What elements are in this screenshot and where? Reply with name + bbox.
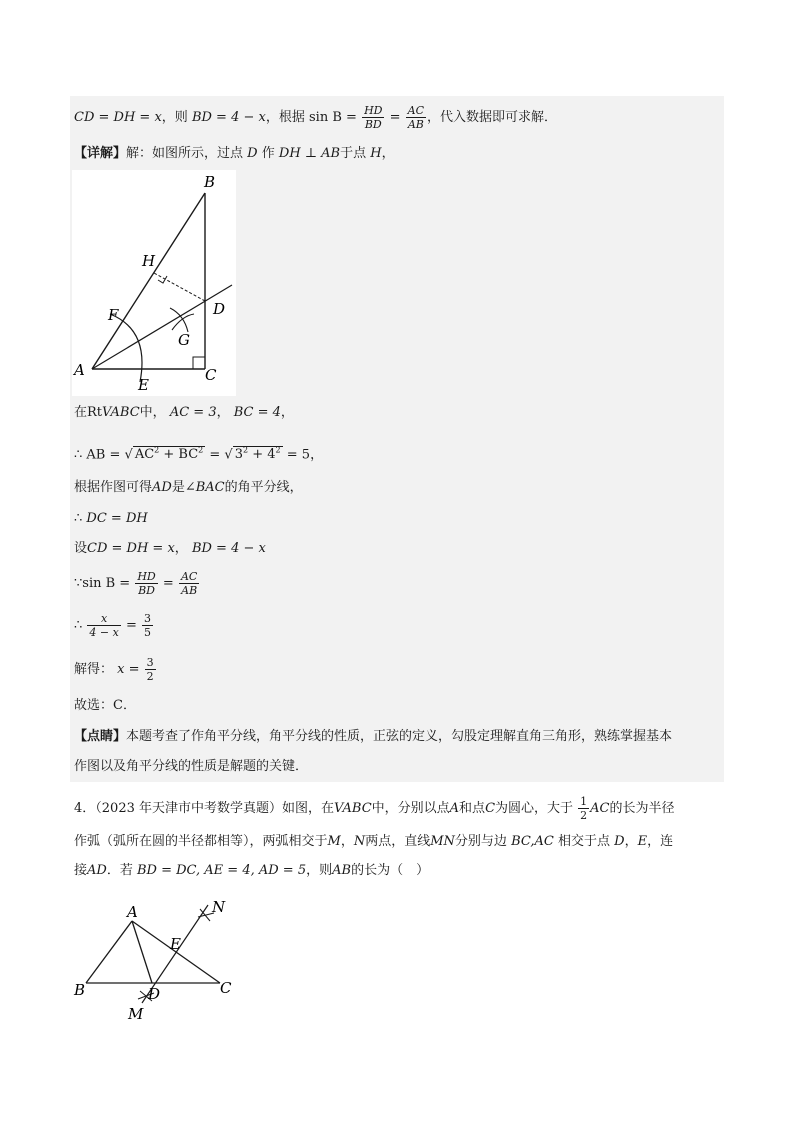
solve-prefix: 解得： bbox=[74, 662, 114, 677]
q4-l2-b: 两点，直线 bbox=[365, 834, 431, 849]
answer-line: 故选：C． bbox=[74, 698, 136, 713]
intro-text3: ，代入数据即可求解． bbox=[427, 110, 558, 125]
because-frac-ac-ab: $\frac{AC}{AB}$ bbox=[180, 570, 198, 597]
rt-text: Rt bbox=[87, 405, 103, 420]
rt-end: ， bbox=[280, 405, 294, 420]
rt-mid: 中， bbox=[139, 405, 166, 420]
intro-text1: ，则 bbox=[161, 110, 188, 125]
label-b: B bbox=[204, 173, 216, 191]
q4-label-a: A bbox=[127, 903, 138, 921]
q4-l1-d: 为圆心，大于 bbox=[495, 801, 574, 816]
q4-point-c: C bbox=[485, 801, 496, 816]
because-frac-hd-bd: $\frac{HD}{BD}$ bbox=[137, 570, 156, 597]
dc-line bbox=[74, 509, 148, 529]
q4-l3-c: ，则 bbox=[306, 863, 333, 878]
q4-point-a: A bbox=[449, 801, 460, 816]
detail-point-h: H bbox=[370, 146, 382, 161]
q4-bc-ac: BC,AC bbox=[511, 834, 554, 849]
rt-triangle: VABC bbox=[102, 405, 140, 420]
q4-l2-a: 作弧（弧所在圆的半径都相等），两弧相交于 bbox=[74, 834, 328, 849]
label-c: C bbox=[205, 366, 217, 384]
q4-l2-e: ，连 bbox=[647, 834, 674, 849]
intro-eq-sign: = bbox=[389, 110, 401, 125]
comment-line-2: 作图以及角平分线的性质是解题的关键． bbox=[74, 759, 309, 774]
rt-sep: ， bbox=[216, 405, 230, 420]
bisector-end: 的角平分线， bbox=[224, 480, 303, 495]
q4-label-b: B bbox=[74, 981, 86, 999]
q4-l2-d: 相交于点 bbox=[557, 834, 610, 849]
ratio-frac-right: $\frac{3}{5}$ bbox=[144, 612, 152, 639]
bisector-prefix: 根据作图可得 bbox=[74, 480, 153, 495]
set-line bbox=[74, 539, 266, 559]
detail-text2: 作 bbox=[261, 146, 275, 161]
figure-1-triangle bbox=[72, 170, 236, 396]
comment-text-1: 本题考查了作角平分线，角平分线的性质，正弦的定义，勾股定理解直角三角形，熟练掌握基本 bbox=[126, 729, 673, 744]
ab-eq: = bbox=[205, 447, 221, 463]
q4-label-e: E bbox=[170, 935, 181, 953]
intro-eq1: CD = DH = x bbox=[74, 110, 162, 125]
comment-label: 【点睛】 bbox=[74, 729, 127, 744]
set-sep: ， bbox=[174, 541, 188, 556]
q4-l2-c: 分别与边 bbox=[454, 834, 507, 849]
because-eq: = bbox=[162, 576, 174, 591]
sqrt-1: $AC^2 + BC^2$ bbox=[134, 446, 204, 463]
intro-sin: sin B = bbox=[309, 110, 357, 125]
ratio-eq: = bbox=[125, 618, 137, 633]
detail-text3: 于点 bbox=[340, 146, 367, 161]
intro-text2: ，根据 bbox=[265, 110, 305, 125]
q4-condition: BD = DC, AE = 4, AD = 5 bbox=[136, 863, 307, 878]
q4-label-n: N bbox=[212, 898, 226, 916]
sqrt-2: $3^2 + 4^2$ bbox=[234, 446, 281, 463]
therefore-2: ∴ bbox=[74, 511, 83, 526]
figure-2-triangle bbox=[70, 895, 250, 1025]
therefore-3: ∴ bbox=[74, 618, 83, 633]
q4-tri: VABC bbox=[334, 801, 372, 816]
rt-prefix: 在 bbox=[74, 405, 88, 420]
q4-l2-sep: ， bbox=[340, 834, 354, 849]
bisector-ad: AD bbox=[152, 480, 172, 495]
q4-l3-a: 接 bbox=[74, 863, 88, 878]
q4-half: $\frac{1}{2}$ bbox=[580, 795, 588, 822]
q4-ab: AB bbox=[332, 863, 352, 878]
intro-eq2: BD = 4 − x bbox=[191, 110, 266, 125]
q4-point-d: D bbox=[614, 834, 625, 849]
detail-end: ， bbox=[381, 146, 395, 161]
ab-lhs: AB = bbox=[86, 447, 121, 463]
detail-text: 解：如图所示，过点 bbox=[126, 146, 244, 161]
bisector-mid: 是 bbox=[171, 480, 185, 495]
q4-ad: AD bbox=[87, 863, 107, 878]
q4-point-e: E bbox=[637, 834, 648, 849]
detail-label: 【详解】 bbox=[74, 146, 127, 161]
q4-ac: AC bbox=[590, 801, 610, 816]
q4-segment-ad bbox=[132, 921, 152, 983]
q4-line-1 bbox=[74, 795, 675, 822]
bisector-line bbox=[74, 478, 303, 498]
q4-l3-d: 的长为（ ） bbox=[351, 863, 430, 878]
ab-result: = 5 bbox=[282, 447, 311, 463]
therefore-1: ∴ bbox=[74, 447, 83, 463]
solve-line bbox=[74, 656, 157, 683]
solve-frac: $\frac{3}{2}$ bbox=[146, 656, 154, 683]
solve-var: x = bbox=[117, 662, 140, 677]
q4-line-3 bbox=[74, 861, 429, 881]
solution-intro-line bbox=[74, 104, 557, 131]
ratio-frac-left: $\frac{x}{4 - x}$ bbox=[89, 612, 119, 639]
intro-frac-hd-bd: $\frac{HD}{BD}$ bbox=[364, 104, 383, 131]
detail-perp: DH ⊥ AB bbox=[278, 146, 341, 161]
q4-mn: MN bbox=[430, 834, 455, 849]
ab-end: ， bbox=[310, 447, 324, 463]
label-f: F bbox=[108, 306, 119, 324]
q4-l1-a: 4．（2023 年天津市中考数学真题）如图，在 bbox=[74, 801, 334, 816]
because-line bbox=[74, 570, 200, 597]
set-eq2: BD = 4 − x bbox=[191, 541, 266, 556]
detail-line bbox=[74, 144, 395, 164]
q4-l1-e: 的长为半径 bbox=[609, 801, 675, 816]
q4-label-c: C bbox=[220, 979, 232, 997]
label-g: G bbox=[178, 331, 190, 349]
label-h: H bbox=[142, 252, 156, 270]
label-a: A bbox=[74, 361, 85, 379]
q4-label-m: M bbox=[128, 1005, 144, 1023]
label-e: E bbox=[138, 376, 149, 394]
q4-line-2 bbox=[74, 832, 673, 852]
comment-line-1 bbox=[74, 727, 672, 747]
set-eq1: CD = DH = x bbox=[87, 541, 175, 556]
because-sin: sin B = bbox=[82, 576, 131, 591]
q4-label-d: D bbox=[148, 985, 161, 1003]
detail-point-d: D bbox=[247, 146, 258, 161]
q4-m: M bbox=[327, 834, 341, 849]
because-symbol: ∵ bbox=[74, 576, 83, 591]
q4-n: N bbox=[353, 834, 366, 849]
bisector-angle: ∠BAC bbox=[184, 480, 225, 495]
label-d: D bbox=[213, 300, 226, 318]
rt-ac: AC = 3 bbox=[169, 405, 217, 420]
q4-l2-sep2: ， bbox=[624, 834, 638, 849]
set-prefix: 设 bbox=[74, 541, 88, 556]
ab-line: ∴ AB = √ $AC^2 + BC^2$ = √ $3^2 + 4^2 = 5$， bbox=[74, 446, 324, 463]
q4-segment-ab bbox=[86, 921, 132, 983]
rt-line bbox=[74, 403, 294, 423]
intro-frac-ac-ab: $\frac{AC}{AB}$ bbox=[407, 104, 425, 131]
ratio-line bbox=[74, 612, 154, 639]
q4-l3-b: ．若 bbox=[106, 863, 133, 878]
dc-eq: DC = DH bbox=[86, 511, 148, 526]
q4-l1-b: 中，分别以点 bbox=[371, 801, 450, 816]
q4-l1-c: 和点 bbox=[459, 801, 486, 816]
rt-bc: BC = 4 bbox=[233, 405, 281, 420]
